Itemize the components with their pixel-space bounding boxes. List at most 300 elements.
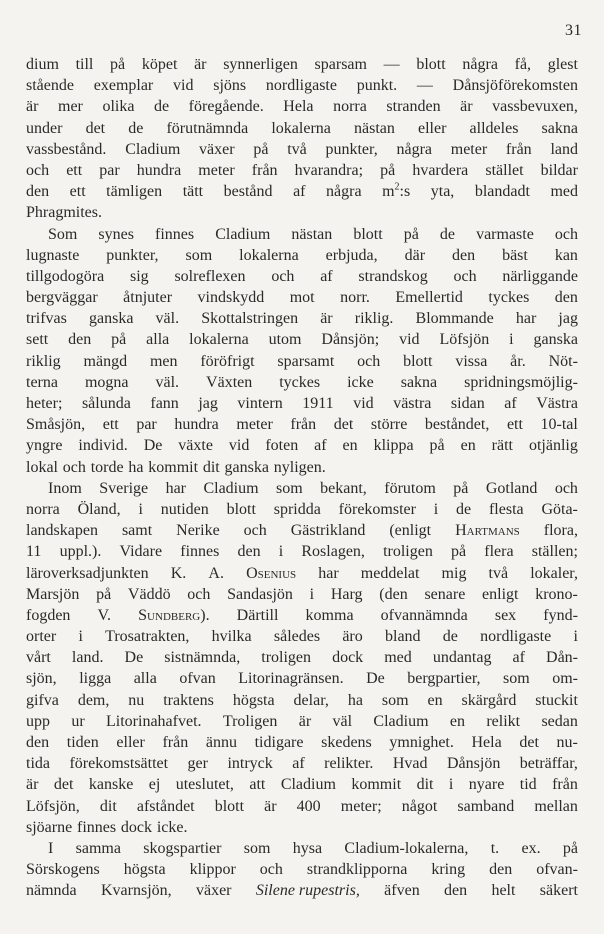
word: utom [268, 331, 302, 349]
word: strandklipporna [306, 861, 408, 879]
word: De [143, 437, 163, 455]
word: Dånsjön; [321, 331, 380, 349]
word: som [276, 479, 303, 497]
word: en [342, 437, 358, 455]
word: dem, [77, 691, 110, 709]
word: traktens [163, 691, 214, 709]
word: bland [385, 628, 421, 646]
word: meter [236, 416, 273, 434]
word: norr. [340, 289, 370, 307]
word: af [320, 267, 333, 285]
word: på [110, 56, 126, 73]
text-line [26, 266, 578, 287]
word: och [271, 267, 295, 285]
word: senare [424, 585, 466, 603]
word: sidan [450, 395, 485, 412]
word: bergpartier, [407, 670, 481, 688]
word: sex [494, 606, 517, 624]
text-line [26, 245, 578, 266]
word: punkter, [325, 140, 378, 158]
word: och [357, 352, 381, 370]
word: från [162, 734, 189, 751]
text-line [26, 753, 578, 774]
word: de [439, 225, 455, 243]
word: och [554, 225, 578, 243]
word: par [136, 416, 157, 434]
word: vissa [455, 352, 488, 370]
word: det [53, 776, 74, 794]
word: Cladium [203, 479, 259, 497]
word: nästan [354, 119, 395, 137]
word: K. [170, 564, 187, 582]
word: Vidare [119, 543, 163, 561]
word: dock [332, 649, 364, 667]
word: af [314, 437, 327, 455]
word: stället [485, 161, 524, 179]
word: föröfrigt [200, 352, 255, 370]
word: ett [69, 183, 86, 201]
page-number: 31 [565, 22, 582, 39]
word: torde [90, 458, 124, 476]
word: sparsam [314, 56, 367, 73]
word: högsta [232, 691, 275, 709]
word: nutiden [160, 500, 209, 518]
word: mogna [84, 373, 129, 391]
word: Inom [48, 479, 82, 497]
word: växer [195, 882, 232, 900]
word: gifva [26, 691, 59, 709]
word: växer [199, 140, 235, 158]
word: en [427, 691, 443, 709]
word: otjänlig [528, 437, 578, 455]
word: skogspartier [143, 839, 222, 857]
word: synes [98, 225, 134, 243]
word: blott [416, 56, 446, 73]
word: i [138, 500, 143, 518]
word: 10-tal [540, 416, 578, 434]
word: relikter. [324, 755, 374, 773]
word: bestånd [223, 183, 273, 201]
word: som [381, 691, 409, 709]
word: kanske [88, 776, 134, 794]
word: komma [305, 606, 354, 624]
word: sjön, [26, 670, 57, 688]
word: de [442, 628, 458, 646]
word: af [293, 183, 306, 201]
word: orter [26, 628, 57, 646]
word: hysa [292, 839, 323, 857]
word: lokaler, [530, 564, 578, 582]
word: blott [226, 500, 256, 518]
word: icke. [156, 818, 188, 836]
word: och [453, 267, 477, 285]
text-line [26, 372, 578, 393]
word: alla [133, 670, 157, 688]
word: klippor [189, 861, 236, 879]
text-line [26, 859, 578, 880]
word: ganska [533, 331, 578, 349]
word: dit [202, 458, 220, 476]
text-line [26, 711, 578, 732]
word: har [515, 310, 537, 328]
word: den [444, 882, 468, 900]
word: vid [399, 331, 420, 349]
text-line [26, 181, 578, 202]
word: olika [102, 98, 135, 116]
text-line [26, 732, 578, 753]
word: vid [228, 437, 250, 455]
text-line [26, 308, 578, 329]
word: de [128, 119, 144, 137]
word: par [99, 161, 120, 179]
word: närliggande [502, 267, 578, 285]
word: den [26, 183, 50, 201]
word: jag [198, 395, 218, 412]
word: nu [128, 691, 145, 709]
word: Marsjön [26, 585, 80, 603]
word: undantag [432, 649, 492, 667]
text-line [26, 690, 578, 711]
word: om- [552, 670, 578, 688]
word: land [550, 140, 578, 158]
word: Roslagen, [301, 543, 365, 561]
word: mer [58, 98, 83, 116]
word: Därtill [236, 606, 279, 624]
text-line [26, 880, 578, 901]
word: kommit [148, 458, 199, 476]
word: afståndet [136, 797, 195, 815]
text-line [26, 605, 578, 626]
word: och [259, 861, 283, 879]
word: i [78, 628, 83, 646]
word: nordligaste [480, 628, 552, 646]
word: ganska [224, 458, 269, 476]
text-line [26, 96, 578, 117]
word: ur [71, 712, 85, 730]
word: kring [431, 861, 466, 879]
word: alla [146, 331, 170, 349]
word: Hela [283, 98, 314, 116]
word: glest [547, 56, 578, 73]
word: en [449, 712, 465, 730]
word: Sverige [99, 479, 149, 497]
word: Gotland [485, 479, 538, 497]
word: flesta [488, 500, 524, 518]
word: Nöt- [548, 352, 578, 370]
word: i [278, 543, 284, 561]
word: den [452, 246, 476, 264]
word: sjöns [213, 77, 247, 95]
word: riklig. [354, 310, 394, 328]
word: heter; [26, 395, 63, 412]
word: till [75, 56, 94, 73]
word: växte [178, 437, 213, 455]
text-line [26, 478, 578, 499]
word: tillgodogöra [26, 267, 105, 285]
word: ha [128, 458, 144, 476]
word: äro [342, 628, 363, 646]
word: trifvas [26, 310, 67, 328]
word: har [165, 479, 186, 497]
word: alldeles [469, 119, 519, 137]
word: dit [99, 797, 117, 815]
word: t. [490, 839, 500, 857]
word: flora, [543, 522, 578, 540]
word: helt [491, 882, 516, 900]
word: uppl.). [59, 543, 102, 561]
word: blott [353, 225, 383, 243]
word: som [243, 839, 271, 857]
word: meter [198, 161, 235, 179]
word: mellan [534, 797, 578, 815]
word: ofvan [179, 670, 216, 688]
word: finnes [155, 225, 195, 243]
word: blott [403, 352, 433, 370]
word: och [62, 458, 86, 476]
word: klippa [373, 437, 414, 455]
word: är [26, 98, 39, 116]
word: norra [26, 500, 60, 518]
word: tämligen [106, 183, 163, 201]
word: Sörskogens [26, 861, 100, 879]
word: från [251, 161, 278, 179]
word: är [460, 98, 473, 116]
text-line [26, 202, 578, 223]
word: i [309, 585, 315, 603]
word: beträffar, [519, 755, 578, 773]
word: — [416, 77, 433, 95]
word: rätt [491, 437, 513, 455]
word: nästan [291, 225, 333, 243]
word: hundra [136, 161, 182, 179]
word: vintern [237, 395, 283, 412]
word: är [194, 56, 207, 73]
text-line [26, 499, 578, 520]
word: I [48, 839, 54, 857]
word: nyare [468, 776, 505, 794]
text-line [26, 435, 578, 456]
word: skärgård [461, 691, 517, 709]
word: synnerligen [223, 56, 298, 73]
word: där [404, 246, 426, 264]
word: upp [26, 712, 50, 730]
text-line [26, 414, 578, 435]
word: vid [173, 77, 194, 95]
word: den [554, 289, 578, 307]
word: tyckes [279, 373, 321, 391]
word: större [370, 416, 408, 434]
text-line [26, 160, 578, 181]
text-line [26, 329, 578, 350]
word: på [96, 585, 112, 603]
text-line [26, 626, 578, 647]
word: Väddö [127, 585, 171, 603]
word: Emellertid [395, 289, 463, 307]
word: Cladium [373, 712, 429, 730]
word: väl. [155, 310, 180, 328]
word: sjöarne [26, 818, 73, 836]
word: 400 [296, 797, 321, 815]
word: finnes [180, 543, 220, 561]
word: två [287, 140, 307, 158]
word: stående [26, 77, 74, 95]
word: blott [214, 797, 245, 815]
word: på [111, 331, 127, 349]
word: på [453, 479, 469, 497]
word: bergväggar [26, 289, 98, 307]
word: på [451, 543, 467, 561]
text-line [26, 351, 578, 372]
word: Småsjön, [26, 416, 86, 434]
word: något [401, 797, 438, 815]
word: A. [208, 564, 224, 582]
word: den [26, 734, 50, 751]
text-line [26, 774, 578, 795]
word: på [429, 437, 445, 455]
word: krono- [535, 585, 578, 603]
word: det [85, 119, 106, 137]
word: Hela [471, 734, 502, 751]
word: från [505, 140, 532, 158]
text-line [26, 287, 578, 308]
word: Cladium [280, 776, 336, 794]
word: sedan [541, 712, 578, 730]
word: hvarandra; [294, 161, 364, 179]
text-line [26, 668, 578, 689]
word: tida [26, 755, 50, 773]
word: samband [457, 797, 515, 815]
word: förekomster [338, 500, 416, 518]
word: har [318, 564, 339, 582]
body-text [26, 54, 578, 902]
word: västra [393, 395, 432, 412]
word: hvardera [412, 161, 469, 179]
word: Öland, [77, 500, 121, 518]
word: kan [554, 246, 578, 264]
word: 11 [26, 543, 42, 561]
word: den [237, 543, 261, 561]
word: fogden [26, 606, 71, 624]
text-line [26, 520, 578, 541]
word: stuckit [535, 691, 578, 709]
word: Växten [206, 373, 253, 391]
word: landskapen [26, 522, 98, 540]
word: dium [26, 56, 59, 73]
word: flera [484, 543, 514, 561]
word: åtnjuter [123, 289, 173, 307]
word: att [249, 776, 266, 794]
word: den [68, 331, 92, 349]
word: nyligen. [273, 458, 326, 476]
text-line [26, 457, 578, 478]
word: $m^2:s$ [382, 181, 411, 201]
word: som [503, 670, 530, 688]
word: tiden [66, 734, 99, 751]
word: ett [506, 416, 523, 434]
word: är [26, 776, 39, 794]
word: Hvad [392, 755, 428, 773]
word: två [488, 564, 509, 582]
word: dock [120, 818, 153, 836]
word: högsta [123, 861, 166, 879]
word: riklig [26, 352, 61, 370]
word: vindskydd [197, 289, 265, 307]
word: mot [289, 289, 315, 307]
word: bekant, [320, 479, 367, 497]
word: meter; [340, 797, 382, 815]
word: hundra [174, 416, 219, 434]
word: enligt [482, 585, 519, 603]
word: dit [416, 776, 434, 794]
word: mig [441, 564, 467, 582]
word: väl [332, 712, 353, 730]
word: ymnighet. [389, 734, 454, 751]
word: som [185, 246, 213, 264]
word: under [26, 119, 63, 137]
word: troligen [383, 543, 433, 561]
text-line [26, 75, 578, 96]
word: samma [75, 839, 121, 857]
word: Hartmans [455, 522, 520, 540]
word: exemplar [93, 77, 154, 95]
word: är [264, 797, 277, 815]
word: på [562, 839, 578, 857]
word: Dån- [546, 649, 578, 667]
word: på [403, 225, 419, 243]
word: af [512, 649, 525, 667]
word: ex. [521, 839, 541, 857]
word: fann [150, 395, 179, 412]
word: från [552, 776, 578, 794]
word: och [554, 479, 578, 497]
word: det [519, 734, 539, 751]
word: solreflexen [174, 267, 246, 285]
word: Göta- [541, 500, 578, 518]
word: ej [148, 776, 161, 794]
word: nu- [556, 734, 578, 751]
word: i [573, 628, 578, 646]
word: af [504, 395, 517, 412]
word: köpet [141, 56, 178, 73]
word: Nerike [176, 522, 220, 540]
word: i [448, 776, 454, 794]
word: några [396, 140, 432, 158]
word: Skottalstringen [201, 310, 299, 328]
word: af [292, 755, 305, 773]
word: på [253, 140, 269, 158]
text-line [26, 393, 578, 414]
word: väl. [155, 373, 180, 391]
text-line [26, 139, 578, 160]
word: tätt [182, 183, 204, 201]
word: meddelat [360, 564, 420, 582]
word: troligen [261, 649, 312, 667]
word: lokalerna [239, 246, 299, 264]
word: delar, [293, 691, 329, 709]
word: ha [347, 691, 363, 709]
word: lugnaste [26, 246, 80, 264]
word: nordligaste [265, 77, 337, 95]
word: men [149, 352, 178, 370]
word: säkert [539, 882, 578, 900]
word: 1911 [302, 395, 334, 412]
word: Löfsjön, [26, 797, 80, 815]
word: ett [66, 161, 83, 179]
word: foten [265, 437, 299, 455]
word: meter [450, 140, 488, 158]
word: på [380, 161, 396, 179]
word: Dånsjöförekomsten [452, 77, 578, 95]
